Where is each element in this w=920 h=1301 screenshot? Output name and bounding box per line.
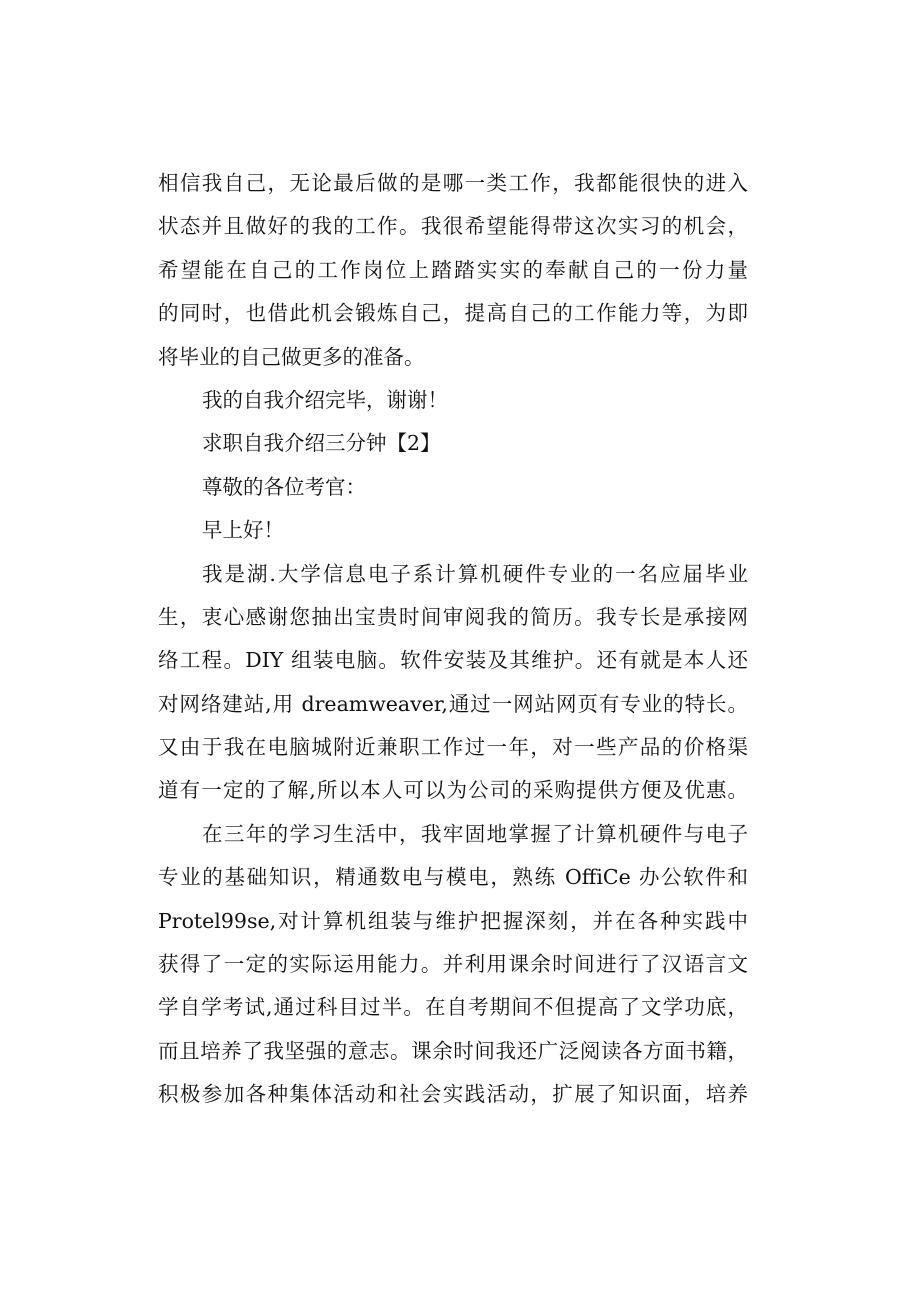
paragraph-line: 的同时，也借此机会锻炼自己，提高自己的工作能力等，为即	[158, 301, 748, 326]
paragraph-line: 专业的基础知识，精通数电与模电，熟练 OffiCe 办公软件和	[158, 865, 748, 890]
paragraph-line: 我是湖.大学信息电子系计算机硬件专业的一名应届毕业	[202, 561, 748, 586]
paragraph-line: 状态并且做好的我的工作。我很希望能得带这次实习的机会，	[158, 214, 748, 239]
paragraph-line: 道有一定的了解,所以本人可以为公司的采购提供方便及优惠。	[158, 778, 748, 803]
paragraph-line: 相信我自己，无论最后做的是哪一类工作，我都能很快的进入	[158, 171, 748, 195]
paragraph-line: 将毕业的自己做更多的准备。	[158, 344, 425, 369]
paragraph-line: Protel99se,对计算机组装与维护把握深刻，并在各种实践中	[158, 908, 748, 933]
section-heading: 求职自我介绍三分钟【2】	[202, 431, 441, 456]
paragraph-line: 又由于我在电脑城附近兼职工作过一年，对一些产品的价格渠	[158, 735, 748, 760]
salutation: 尊敬的各位考官：	[202, 474, 366, 499]
closing-line: 我的自我介绍完毕，谢谢！	[202, 387, 448, 412]
paragraph-line: 络工程。DIY 组装电脑。软件安装及其维护。还有就是本人还	[158, 648, 748, 673]
paragraph-line: 而且培养了我坚强的意志。课余时间我还广泛阅读各方面书籍，	[158, 1038, 748, 1063]
paragraph-line: 生，衷心感谢您抽出宝贵时间审阅我的简历。我专长是承接网	[158, 604, 748, 629]
paragraph-line: 在三年的学习生活中，我牢固地掌握了计算机硬件与电子	[202, 821, 748, 846]
paragraph-line: 积极参加各种集体活动和社会实践活动，扩展了知识面，培养	[158, 1082, 748, 1107]
paragraph-line: 获得了一定的实际运用能力。并利用课余时间进行了汉语言文	[158, 952, 748, 977]
paragraph-line: 对网络建站,用 dreamweaver,通过一网站网页有专业的特长。	[158, 691, 748, 716]
paragraph-line: 学自学考试,通过科目过半。在自考期间不但提高了文学功底，	[158, 995, 748, 1020]
greeting: 早上好！	[202, 518, 284, 543]
paragraph-line: 希望能在自己的工作岗位上踏踏实实的奉献自己的一份力量	[158, 257, 748, 282]
document-body	[158, 162, 748, 1117]
